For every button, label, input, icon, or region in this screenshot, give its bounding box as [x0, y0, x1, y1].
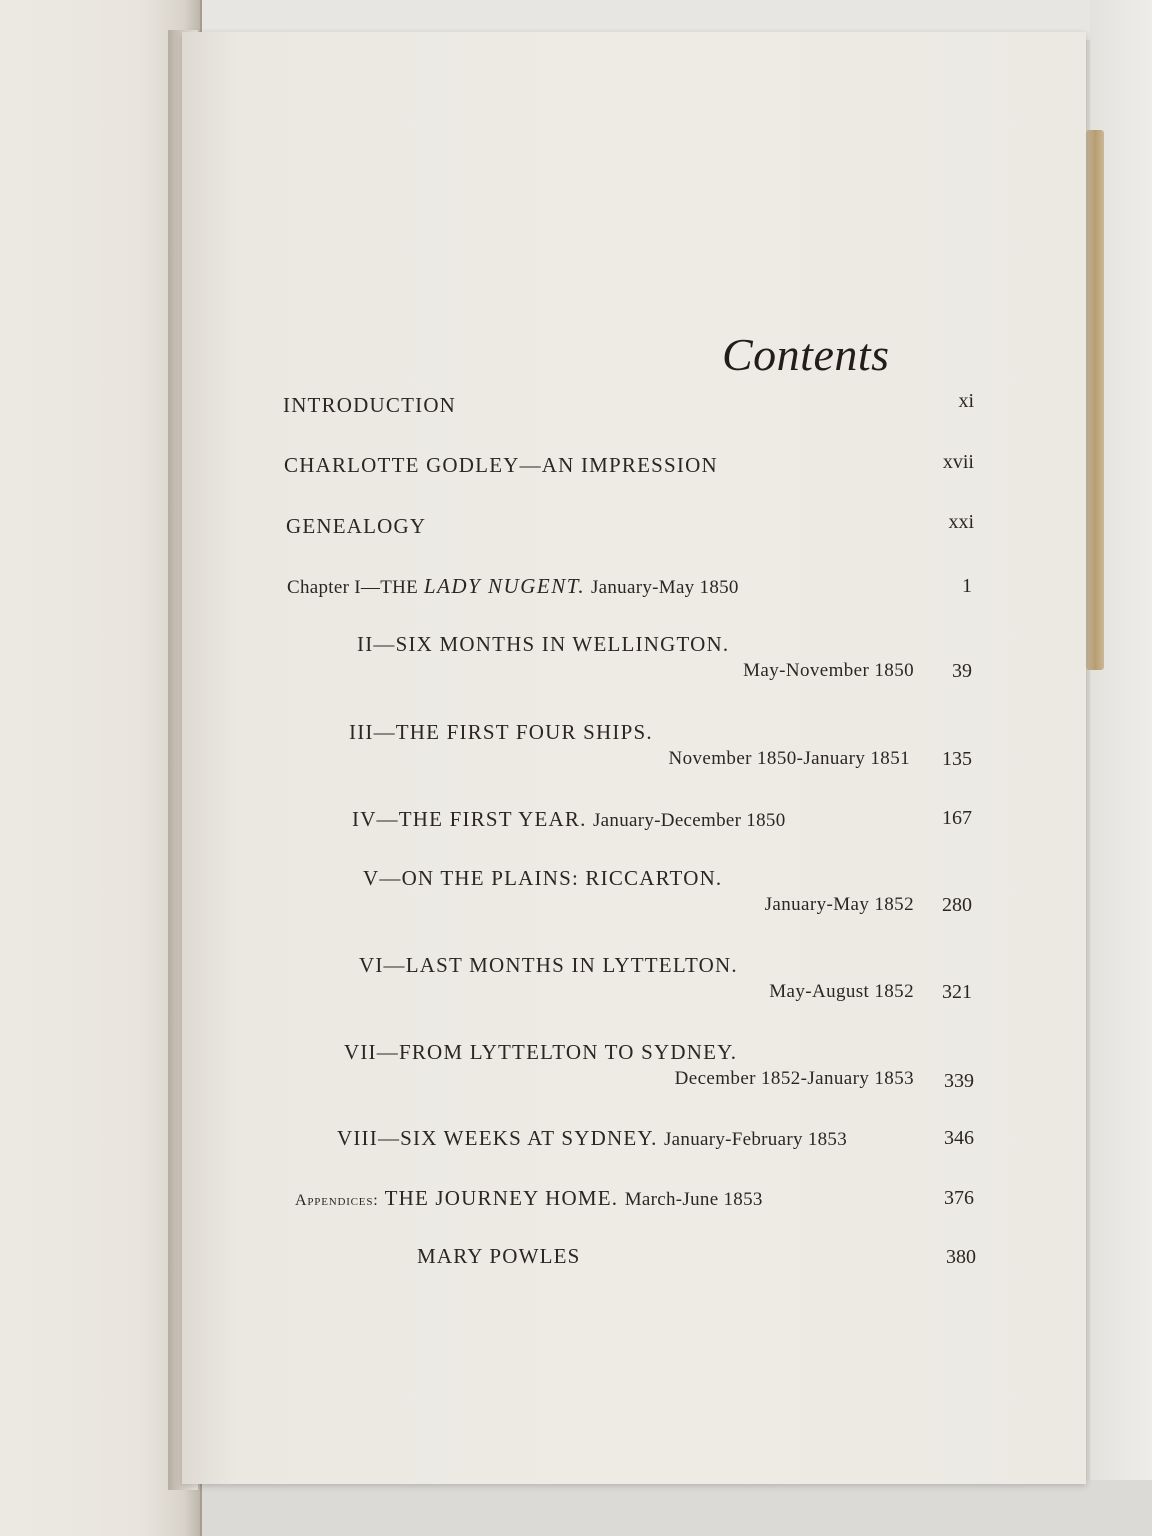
chapter-4-label: IV—THE FIRST YEAR.: [352, 807, 587, 831]
appendix-1-dates: March-June 1853: [624, 1189, 763, 1210]
page-number-impression: xvii: [942, 451, 974, 473]
page-number-chapter-3: 135: [942, 748, 972, 770]
chapter-8-dates: January-February 1853: [663, 1129, 848, 1150]
book-spine-edge: [1086, 130, 1104, 670]
chapter-5-dates: January-May 1852: [764, 894, 914, 915]
entry-appendix-mary-powles: MARY POWLES: [417, 1244, 581, 1268]
entry-chapter-5: V—ON THE PLAINS: RICCARTON.: [363, 866, 723, 890]
entry-chapter-3: III—THE FIRST FOUR SHIPS.: [349, 720, 653, 744]
page-number-chapter-2: 39: [952, 660, 972, 682]
chapter-4-dates: January-December 1850: [592, 810, 786, 831]
entry-chapter-1: [287, 574, 739, 599]
page-number-appendix-2: 380: [946, 1246, 976, 1268]
chapter-6-dates: May-August 1852: [769, 981, 914, 1002]
entry-chapter-6: VI—LAST MONTHS IN LYTTELTON.: [359, 953, 738, 977]
page-number-genealogy: xxi: [948, 511, 974, 533]
chapter-7-dates: December 1852-January 1853: [674, 1068, 914, 1089]
chapter-1-dates: January-May 1850: [590, 577, 739, 598]
chapter-1-prefix: Chapter I—THE: [287, 577, 419, 598]
entry-introduction: INTRODUCTION: [283, 393, 457, 417]
page-number-chapter-7: 339: [944, 1070, 974, 1092]
appendix-1-label: THE JOURNEY HOME.: [384, 1186, 619, 1210]
page-number-appendix-1: 376: [944, 1187, 974, 1209]
entry-chapter-4: [352, 807, 786, 832]
entry-impression: CHARLOTTE GODLEY—AN IMPRESSION: [284, 453, 718, 477]
page-number-chapter-4: 167: [942, 807, 972, 829]
chapter-2-dates: May-November 1850: [743, 660, 914, 681]
entry-appendix-journey-home: [295, 1186, 763, 1211]
entry-chapter-8: [337, 1126, 847, 1151]
chapter-3-dates: November 1850-January 1851: [668, 748, 910, 769]
page-number-chapter-1: 1: [962, 575, 972, 597]
chapter-1-title: LADY NUGENT.: [423, 574, 586, 598]
page-title: Contents: [722, 329, 890, 380]
appendices-prefix: Appendices:: [295, 1192, 379, 1209]
entry-chapter-2: II—SIX MONTHS IN WELLINGTON.: [357, 632, 730, 656]
page-number-chapter-8: 346: [944, 1127, 974, 1149]
page-number-introduction: xi: [958, 390, 974, 412]
chapter-8-label: VIII—SIX WEEKS AT SYDNEY.: [337, 1126, 658, 1150]
page-number-chapter-6: 321: [942, 981, 972, 1003]
entry-genealogy: GENEALOGY: [286, 514, 427, 538]
entry-chapter-7: VII—FROM LYTTELTON TO SYDNEY.: [344, 1040, 738, 1064]
page-number-chapter-5: 280: [942, 894, 972, 916]
